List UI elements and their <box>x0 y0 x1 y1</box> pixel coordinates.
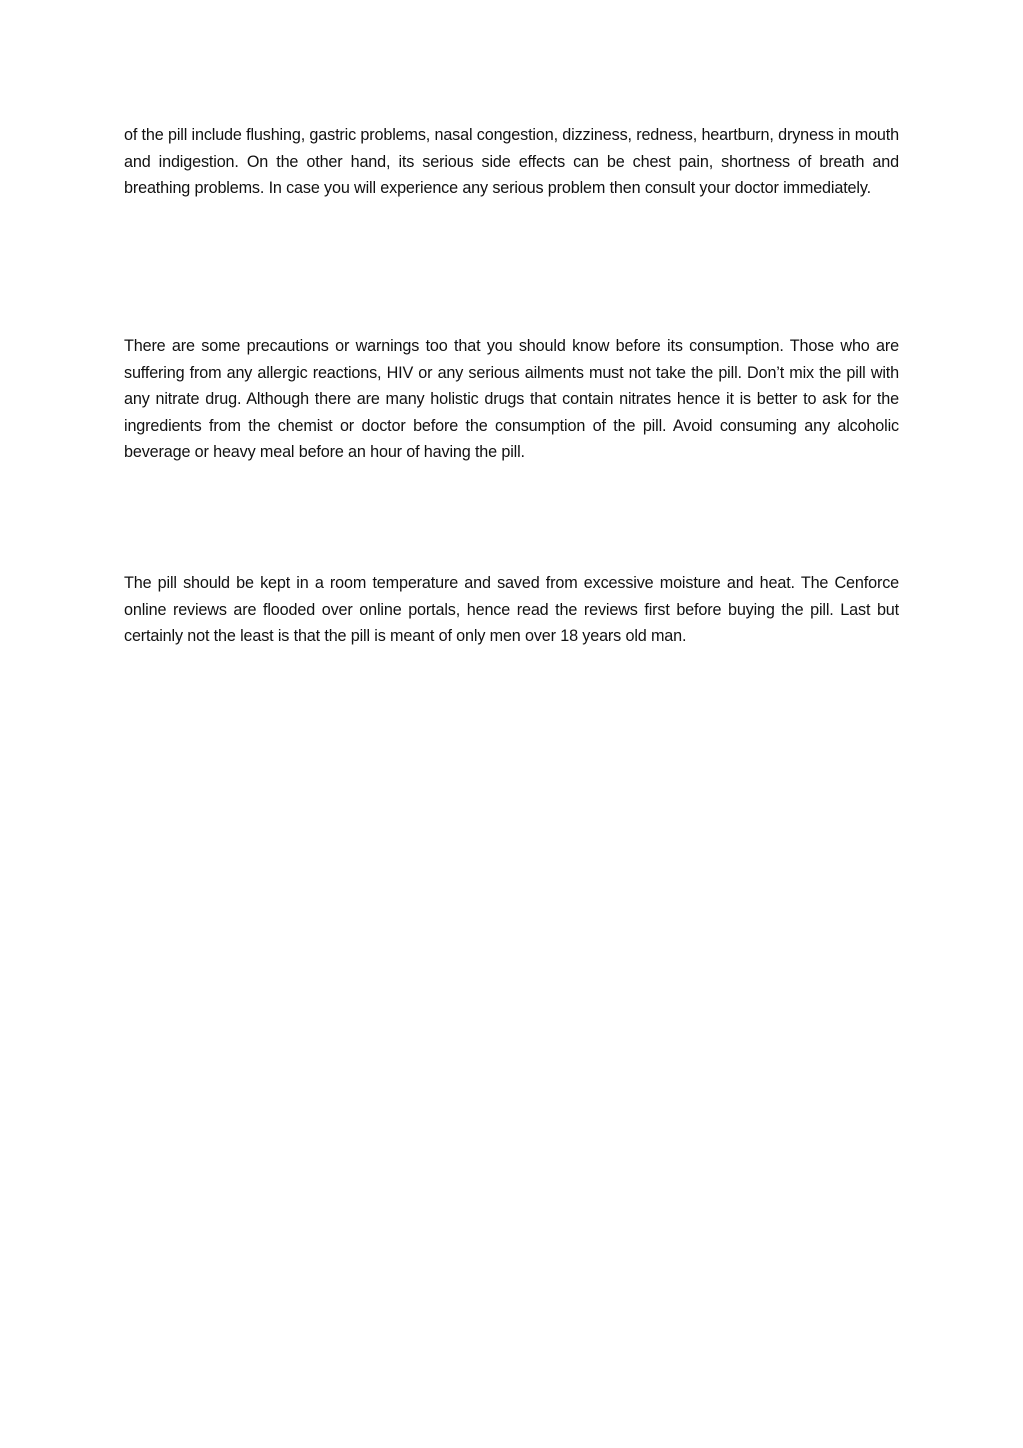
paragraph-precautions: There are some precautions or warnings too that you should know before its consumption. Those who are suffering from any allergic reactions, HIV or any serious ailments must not take the pill. Don’t mix the pill with any nitrate drug. Although there are many holistic drugs that contain nitrates hence it is better to ask for the ingredients from the chemist or doctor before the consumption of the pill. Avoid consuming any alcoholic beverage or heavy meal before an hour of having the pill. <box>124 337 899 462</box>
paragraph-side-effects: of the pill include flushing, gastric problems, nasal congestion, dizziness, redness, heartburn, dryness in mouth and indigestion. On the other hand, its serious side effects can be chest pain, shortness of breath and breathing problems. In case you will experience any serious problem then consult your doctor immediately. <box>124 126 899 198</box>
paragraph-storage: The pill should be kept in a room temperature and saved from excessive moisture and heat. The Cenforce online reviews are flooded over online portals, hence read the reviews first before buying the pill. Last but certainly not the least is that the pill is meant of only men over 18 years old man. <box>124 574 899 646</box>
